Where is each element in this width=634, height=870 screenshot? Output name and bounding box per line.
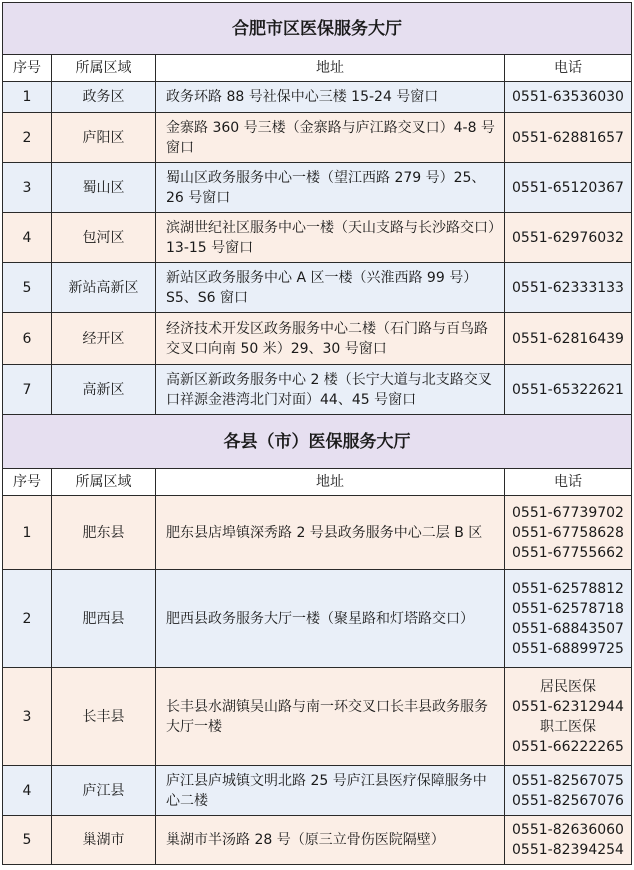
phone-line: 0551-67758628 (512, 524, 624, 541)
phone-line: 0551-67755662 (512, 544, 624, 561)
row-district: 新站高新区 (52, 263, 156, 313)
table-row (3, 766, 632, 816)
table-row (3, 113, 632, 163)
row-address: 庐江县庐城镇文明北路 25 号庐江县医疗保障服务中心二楼 (156, 766, 505, 816)
table-row (3, 263, 632, 313)
phone-line: 0551-82636060 (512, 822, 624, 838)
row-district: 包河区 (52, 213, 156, 263)
row-district: 肥东县 (52, 496, 156, 570)
header-phone: 电话 (505, 55, 632, 82)
row-phones (505, 496, 632, 570)
row-no: 4 (3, 766, 52, 816)
row-district: 巢湖市 (52, 816, 156, 865)
phone-line: 0551-82567075 (512, 772, 624, 789)
row-phone: 0551-62816439 (505, 313, 632, 365)
row-address: 金寨路 360 号三楼（金寨路与庐江路交叉口）4-8 号窗口 (156, 113, 505, 163)
row-phone: 0551-62976032 (505, 213, 632, 263)
table-row (3, 313, 632, 365)
row-address: 蜀山区政务服务中心一楼（望江西路 279 号）25、26 号窗口 (156, 163, 505, 213)
row-district: 庐江县 (52, 766, 156, 816)
row-address: 新站区政务服务中心 A 区一楼（兴淮西路 99 号）S5、S6 窗口 (156, 263, 505, 313)
phone-line: 0551-68843507 (512, 620, 624, 637)
row-no: 5 (3, 816, 52, 865)
table-row (3, 496, 632, 570)
row-no: 6 (3, 313, 52, 365)
table-row (3, 213, 632, 263)
row-no: 2 (3, 113, 52, 163)
row-phones (505, 766, 632, 816)
row-district: 长丰县 (52, 668, 156, 766)
row-address: 高新区新政务服务中心 2 楼（长宁大道与北支路交叉口祥源金港湾北门对面）44、45 号窗口 (156, 365, 505, 415)
row-phone: 0551-62881657 (505, 113, 632, 163)
row-district: 政务区 (52, 82, 156, 113)
row-phones (505, 816, 632, 865)
phone-category-label: 居民医保 (540, 678, 596, 695)
header-district: 所属区域 (52, 469, 156, 496)
row-no: 3 (3, 163, 52, 213)
header-row (3, 55, 632, 82)
row-phone: 0551-62333133 (505, 263, 632, 313)
phone-line: 0551-62578718 (512, 600, 624, 617)
row-address: 长丰县水湖镇吴山路与南一环交叉口长丰县政务服务大厅一楼 (156, 668, 505, 766)
table-row (3, 82, 632, 113)
phone-line: 0551-82567076 (512, 792, 624, 809)
section-title: 合肥市区医保服务大厅 (3, 3, 632, 55)
header-phone: 电话 (505, 469, 632, 496)
phone-category-label: 职工医保 (540, 718, 596, 735)
table-row (3, 570, 632, 668)
table-row (3, 365, 632, 415)
table-row (3, 163, 632, 213)
header-address: 地址 (156, 55, 505, 82)
row-district: 蜀山区 (52, 163, 156, 213)
row-no: 2 (3, 570, 52, 668)
row-district: 经开区 (52, 313, 156, 365)
row-address: 滨湖世纪社区服务中心一楼（天山支路与长沙路交口）13-15 号窗口 (156, 213, 505, 263)
row-address: 肥东县店埠镇深秀路 2 号县政务服务中心二层 B 区 (156, 496, 505, 570)
phone-line: 0551-62578812 (512, 580, 624, 597)
row-no: 3 (3, 668, 52, 766)
header-district: 所属区域 (52, 55, 156, 82)
section-title-row (3, 415, 632, 469)
row-district: 庐阳区 (52, 113, 156, 163)
row-phones (505, 668, 632, 766)
table-row (3, 816, 632, 865)
row-no: 1 (3, 82, 52, 113)
row-address: 肥西县政务服务大厅一楼（聚星路和灯塔路交口） (156, 570, 505, 668)
header-no: 序号 (3, 55, 52, 82)
row-address: 经济技术开发区政务服务中心二楼（石门路与百鸟路交叉口向南 50 米）29、30 号窗口 (156, 313, 505, 365)
section-title-row (3, 3, 632, 55)
row-address: 政务环路 88 号社保中心三楼 15-24 号窗口 (156, 82, 505, 113)
row-phones (505, 570, 632, 668)
section-title: 各县（市）医保服务大厅 (3, 415, 632, 469)
row-no: 4 (3, 213, 52, 263)
row-phone: 0551-65120367 (505, 163, 632, 213)
phone-line: 0551-67739702 (512, 504, 624, 521)
phone-line: 0551-68899725 (512, 640, 624, 657)
phone-line: 0551-82394254 (512, 842, 624, 858)
service-hall-table (2, 2, 632, 865)
phone-line: 0551-62312944 (512, 698, 624, 715)
header-row (3, 469, 632, 496)
row-phone: 0551-65322621 (505, 365, 632, 415)
table-row (3, 668, 632, 766)
phone-line: 0551-66222265 (512, 738, 624, 755)
row-no: 5 (3, 263, 52, 313)
header-address: 地址 (156, 469, 505, 496)
row-no: 7 (3, 365, 52, 415)
row-district: 肥西县 (52, 570, 156, 668)
row-district: 高新区 (52, 365, 156, 415)
row-address: 巢湖市半汤路 28 号（原三立骨伤医院隔壁） (156, 816, 505, 865)
header-no: 序号 (3, 469, 52, 496)
row-phone: 0551-63536030 (505, 82, 632, 113)
row-no: 1 (3, 496, 52, 570)
